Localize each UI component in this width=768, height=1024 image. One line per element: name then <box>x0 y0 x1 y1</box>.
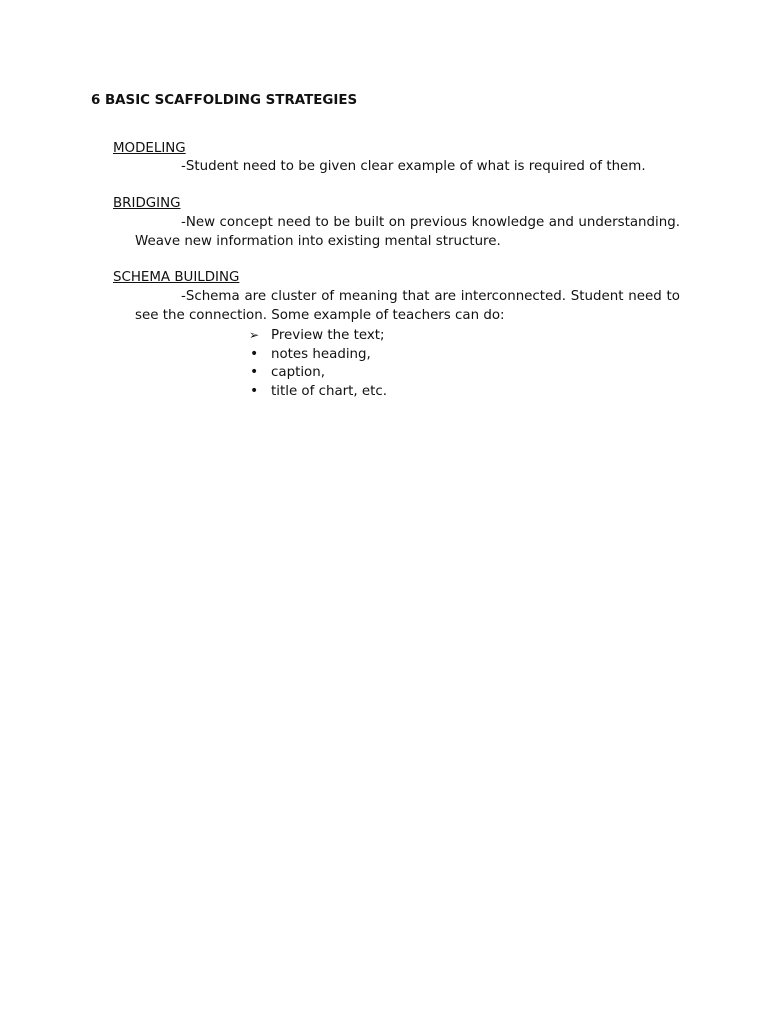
section-heading-modeling: MODELING <box>113 141 186 156</box>
section-heading-bridging: BRIDGING <box>113 196 181 211</box>
list-item-text: Preview the text; <box>271 328 385 343</box>
section-text-modeling: -Student need to be given clear example of what is required of them. <box>181 159 646 174</box>
list-item <box>249 382 387 401</box>
schema-building-list <box>249 326 387 400</box>
bullet-icon: • <box>250 382 259 399</box>
list-item-text: notes heading, <box>271 346 371 362</box>
section-text-bridging: -New concept need to be built on previous knowledge and understanding. Weave new information into existing mental structure. <box>135 215 680 249</box>
arrow-bullet-icon: ➢ <box>249 328 260 342</box>
bullet-icon: • <box>250 364 259 381</box>
section-heading-schema-building: SCHEMA BUILDING <box>113 270 240 285</box>
list-item-text: title of chart, etc. <box>271 383 388 399</box>
list-item <box>249 363 387 382</box>
list-item <box>249 326 387 345</box>
section-text-schema-building: -Schema are cluster of meaning that are interconnected. Student need to see the connection. Some example of teachers can do: <box>135 289 680 323</box>
list-item-text: caption, <box>271 365 325 381</box>
document-title: 6 BASIC SCAFFOLDING STRATEGIES <box>91 93 358 108</box>
bullet-icon: • <box>250 345 259 362</box>
list-item <box>249 345 387 364</box>
